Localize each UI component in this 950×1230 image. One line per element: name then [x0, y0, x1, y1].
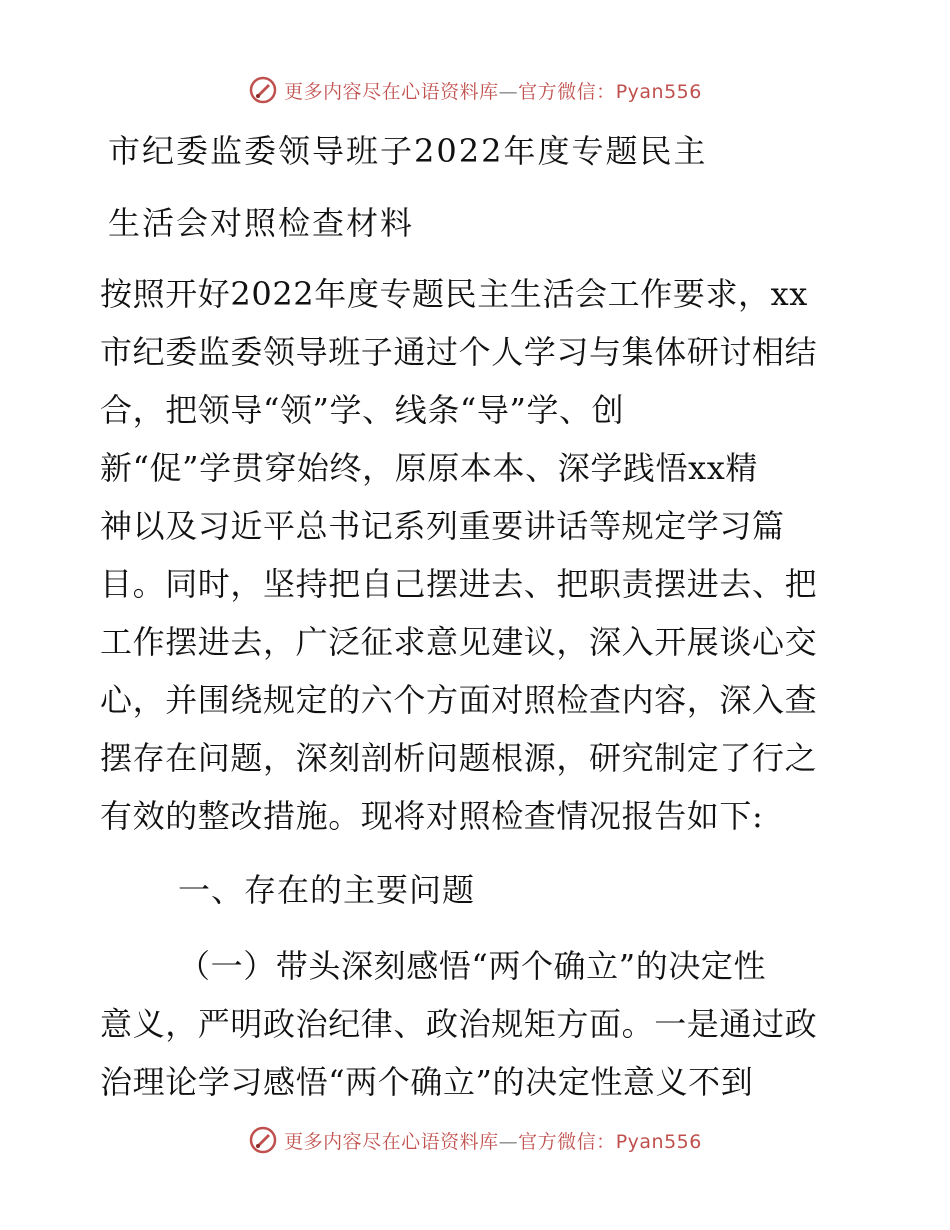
document-title-line1: 市纪委监委领导班子2022年度专题民主 [108, 132, 708, 170]
watermark-brand: 更多内容尽在心语资料库 [284, 1130, 499, 1153]
intro-line: 按照开好2022年度专题民主生活会工作要求，xx [100, 275, 808, 313]
subsection-line: 治理论学习感悟“两个确立”的决定性意义不到 [100, 1063, 754, 1101]
intro-line: 市纪委监委领导班子通过个人学习与集体研讨相结 [100, 333, 818, 371]
intro-line: 有效的整改措施。现将对照检查情况报告如下: [100, 797, 764, 835]
watermark-brand: 更多内容尽在心语资料库 [284, 80, 499, 103]
watermark-footer [0, 1120, 950, 1160]
watermark-wechat-id: Pyan556 [615, 80, 702, 103]
watermark-wechat-label: 官方微信： [518, 1130, 616, 1153]
watermark-wechat-id: Pyan556 [615, 1130, 702, 1153]
intro-line: 工作摆进去，广泛征求意见建议，深入开展谈心交 [100, 623, 818, 661]
watermark-separator: — [498, 80, 519, 103]
intro-line: 目。同时，坚持把自己摆进去、把职责摆进去、把 [100, 565, 818, 603]
watermark-text [284, 1127, 702, 1154]
watermark-wechat-label: 官方微信： [518, 80, 616, 103]
intro-line: 心，并围绕规定的六个方面对照检查内容，深入查 [100, 681, 818, 719]
watermark-logo-icon [248, 1125, 278, 1155]
document-title-line2: 生活会对照检查材料 [108, 204, 415, 242]
intro-line: 摆存在问题，深刻剖析问题根源，研究制定了行之 [100, 739, 818, 777]
intro-line: 合，把领导“领”学、线条“导”学、创 [100, 391, 625, 429]
watermark-separator: — [498, 1130, 519, 1153]
subsection-line: （一）带头深刻感悟“两个确立”的决定性 [178, 947, 767, 985]
watermark-logo-icon [248, 75, 278, 105]
intro-line: 神以及习近平总书记系列重要讲话等规定学习篇 [100, 507, 785, 545]
section-heading: 一、存在的主要问题 [178, 871, 476, 909]
watermark-text [284, 77, 702, 104]
subsection-line: 意义，严明政治纪律、政治规矩方面。一是通过政 [100, 1005, 818, 1043]
watermark-header [0, 70, 950, 110]
intro-line: 新“促”学贯穿始终，原原本本、深学践悟xx精 [100, 449, 759, 487]
